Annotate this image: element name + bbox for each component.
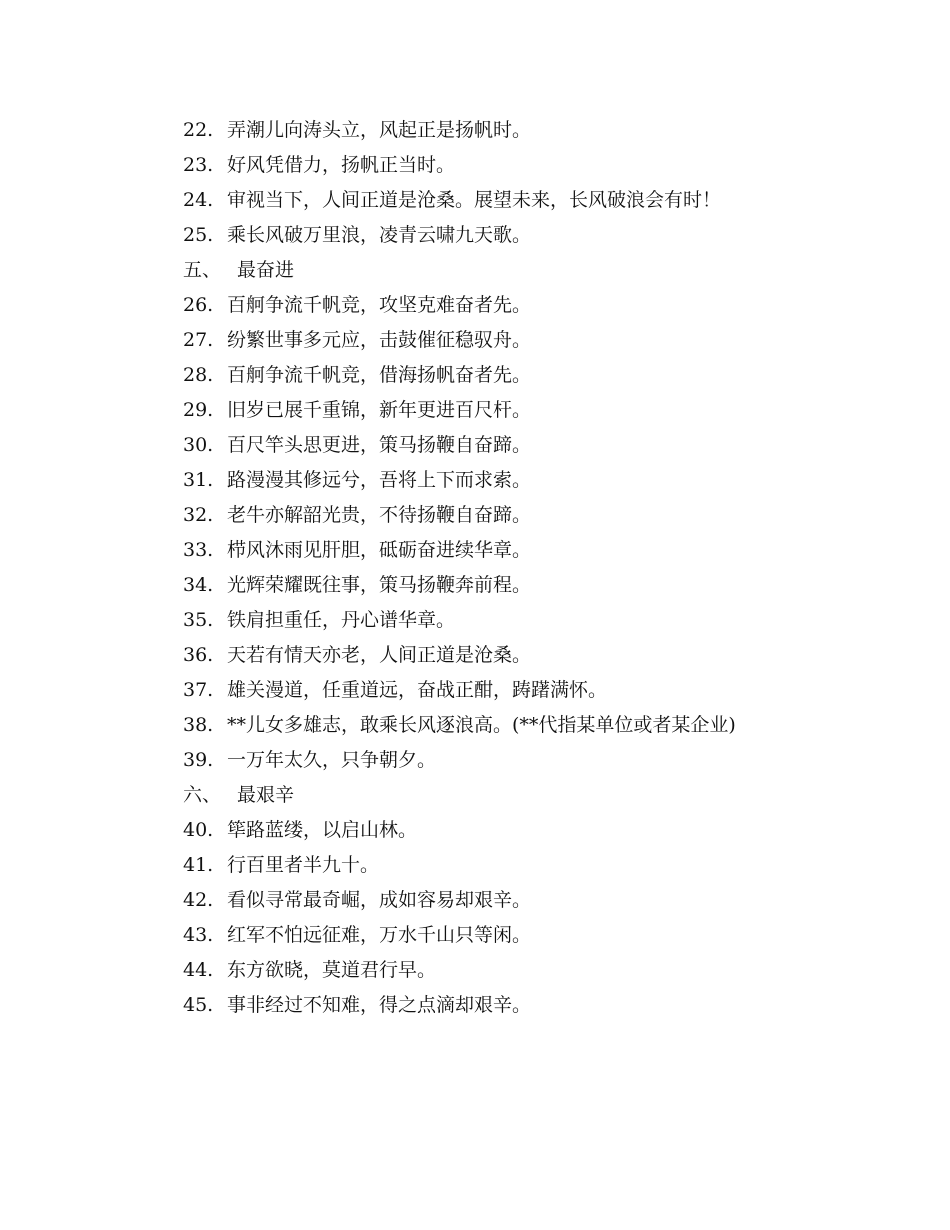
list-item	[183, 988, 903, 1023]
item-text: 审视当下，人间正道是沧桑。展望未来，长风破浪会有时！	[227, 189, 722, 211]
item-text: 栉风沐雨见肝胆，砥砺奋进续华章。	[227, 539, 532, 561]
item-text: 路漫漫其修远兮，吾将上下而求索。	[227, 469, 532, 491]
item-text: 天若有情天亦老，人间正道是沧桑。	[227, 644, 532, 666]
item-number: 28.	[183, 364, 214, 386]
item-number: 37.	[183, 679, 214, 701]
list-item	[183, 148, 903, 183]
list-item	[183, 113, 903, 148]
item-number: 25.	[183, 224, 214, 246]
list-item	[183, 218, 903, 253]
item-number: 26.	[183, 294, 214, 316]
list-item	[183, 953, 903, 988]
item-number: 29.	[183, 399, 214, 421]
item-number: 27.	[183, 329, 214, 351]
list-item	[183, 463, 903, 498]
item-number: 34.	[183, 574, 214, 596]
item-number: 36.	[183, 644, 214, 666]
item-text: 雄关漫道，任重道远，奋战正酣，踌躇满怀。	[227, 679, 608, 701]
item-number: 31.	[183, 469, 214, 491]
list-item	[183, 568, 903, 603]
list-item	[183, 428, 903, 463]
list-item	[183, 708, 903, 743]
list-item	[183, 323, 903, 358]
item-number: 32.	[183, 504, 214, 526]
item-number: 43.	[183, 924, 214, 946]
list-item	[183, 918, 903, 953]
item-text: 老牛亦解韶光贵，不待扬鞭自奋蹄。	[227, 504, 532, 526]
item-text: 事非经过不知难，得之点滴却艰辛。	[227, 994, 532, 1016]
item-text: 乘长风破万里浪，凌青云啸九天歌。	[227, 224, 532, 246]
item-text: 一万年太久，只争朝夕。	[227, 749, 437, 771]
item-number: 38.	[183, 714, 214, 736]
item-number: 39.	[183, 749, 214, 771]
list-item	[183, 603, 903, 638]
item-number: 24.	[183, 189, 214, 211]
section-heading	[183, 253, 903, 288]
item-text: 看似寻常最奇崛，成如容易却艰辛。	[227, 889, 532, 911]
item-number: 22.	[183, 119, 214, 141]
item-text: 好风凭借力，扬帆正当时。	[227, 154, 456, 176]
list-item	[183, 498, 903, 533]
section-title: 最艰辛	[237, 784, 295, 806]
item-text: **儿女多雄志，敢乘长风逐浪高。(**代指某单位或者某企业)	[227, 714, 736, 736]
item-number: 23.	[183, 154, 214, 176]
list-item	[183, 743, 903, 778]
item-number: 44.	[183, 959, 214, 981]
item-number: 40.	[183, 819, 214, 841]
section-title: 最奋进	[237, 259, 295, 281]
section-heading	[183, 778, 903, 813]
item-text: 红军不怕远征难，万水千山只等闲。	[227, 924, 532, 946]
list-item	[183, 358, 903, 393]
item-number: 45.	[183, 994, 214, 1016]
item-number: 42.	[183, 889, 214, 911]
item-text: 筚路蓝缕，以启山林。	[227, 819, 418, 841]
document-body	[183, 113, 903, 1023]
item-text: 百舸争流千帆竞，攻坚克难奋者先。	[227, 294, 532, 316]
list-item	[183, 638, 903, 673]
list-item	[183, 848, 903, 883]
item-number: 35.	[183, 609, 214, 631]
item-text: 百尺竿头思更进，策马扬鞭自奋蹄。	[227, 434, 532, 456]
item-text: 弄潮儿向涛头立，风起正是扬帆时。	[227, 119, 532, 141]
section-number: 六、	[183, 784, 222, 806]
item-number: 41.	[183, 854, 214, 876]
item-text: 百舸争流千帆竞，借海扬帆奋者先。	[227, 364, 532, 386]
item-text: 东方欲晓，莫道君行早。	[227, 959, 437, 981]
section-number: 五、	[183, 259, 222, 281]
item-number: 33.	[183, 539, 214, 561]
list-item	[183, 883, 903, 918]
list-item	[183, 183, 903, 218]
item-text: 光辉荣耀既往事，策马扬鞭奔前程。	[227, 574, 532, 596]
list-item	[183, 813, 903, 848]
list-item	[183, 393, 903, 428]
item-text: 铁肩担重任，丹心谱华章。	[227, 609, 456, 631]
list-item	[183, 288, 903, 323]
item-text: 行百里者半九十。	[227, 854, 380, 876]
item-number: 30.	[183, 434, 214, 456]
item-text: 旧岁已展千重锦，新年更进百尺杆。	[227, 399, 532, 421]
item-text: 纷繁世事多元应，击鼓催征稳驭舟。	[227, 329, 532, 351]
list-item	[183, 533, 903, 568]
list-item	[183, 673, 903, 708]
